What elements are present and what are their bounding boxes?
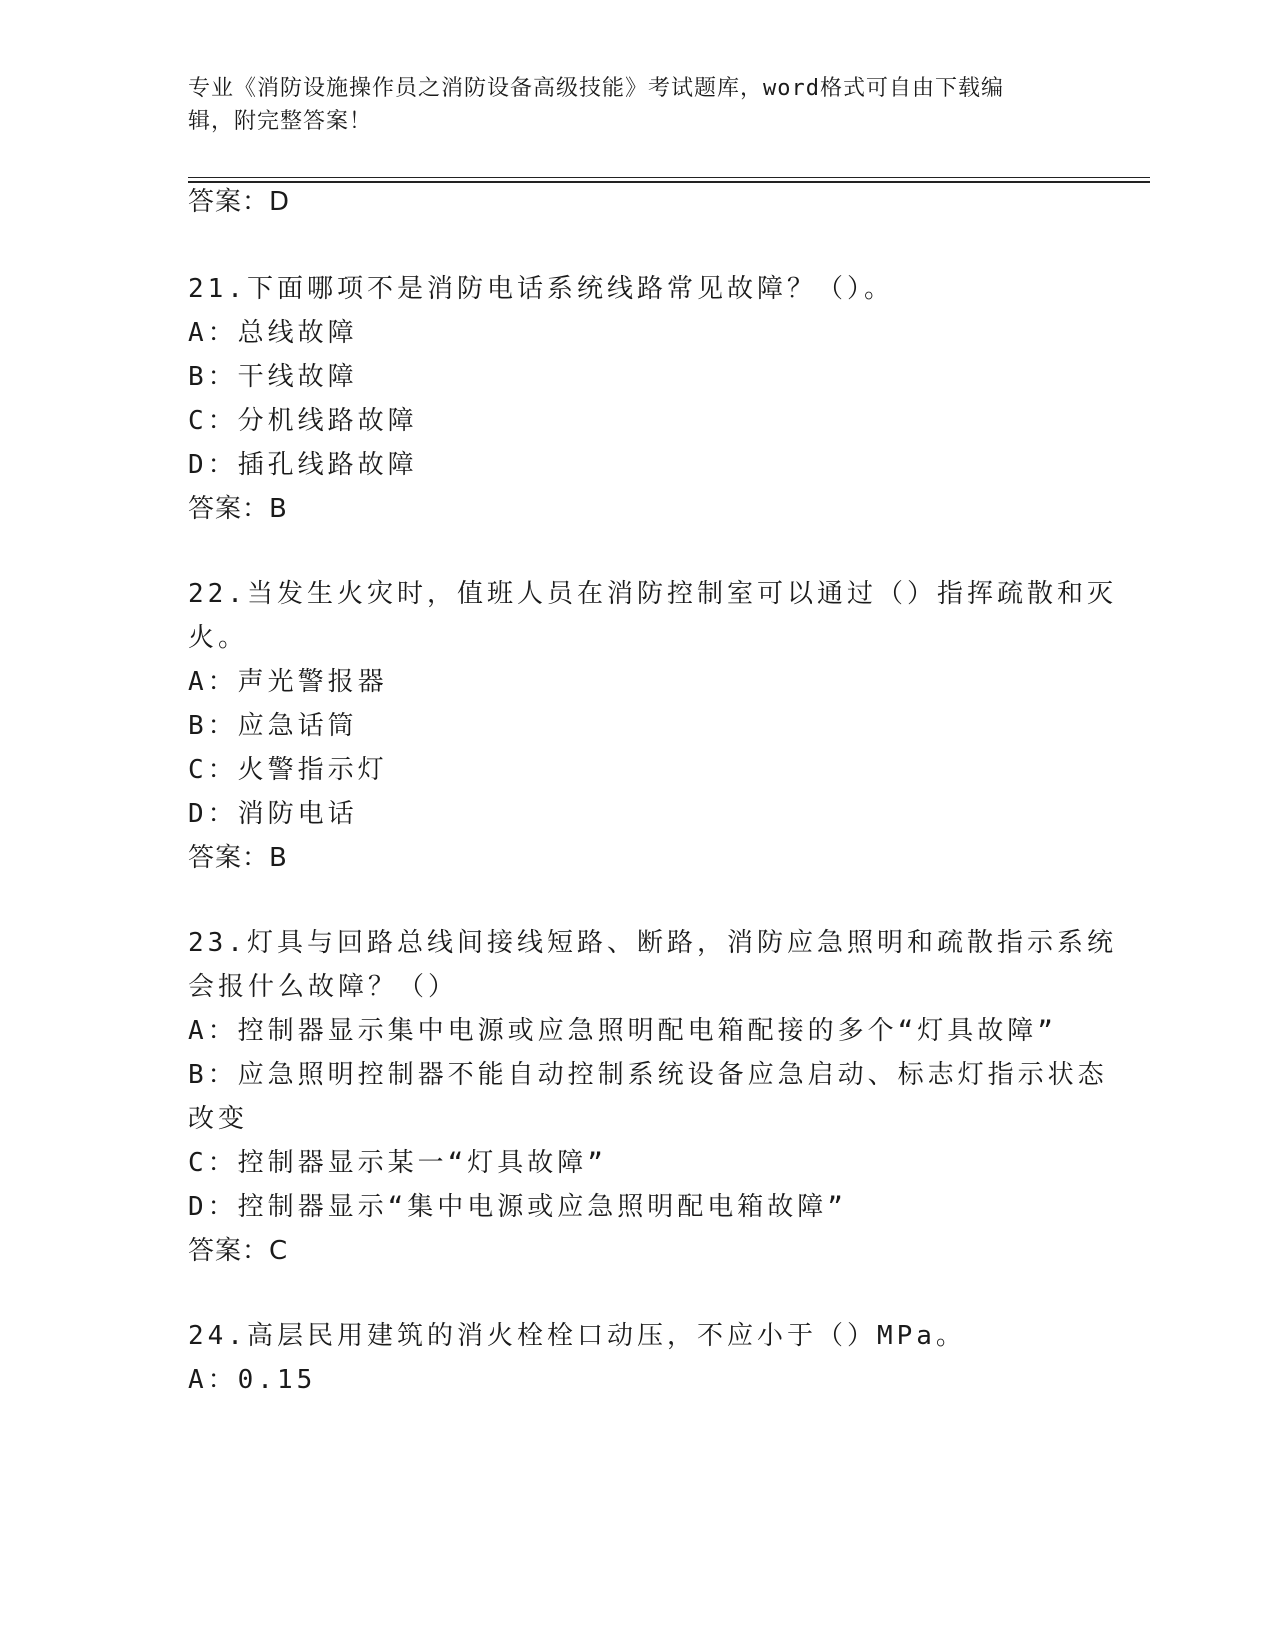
question-24-option-a: A：0.15	[188, 1365, 317, 1395]
question-22-stem-line-1: 22.当发生火灾时，值班人员在消防控制室可以通过（）指挥疏散和灭	[188, 579, 1117, 609]
question-22-option-b: B：应急话筒	[188, 711, 358, 741]
question-23-option-b-line-1: B：应急照明控制器不能自动控制系统设备应急启动、标志灯指示状态	[188, 1060, 1108, 1090]
question-21-option-c: C：分机线路故障	[188, 406, 418, 436]
question-23-option-c: C：控制器显示某一“灯具故障”	[188, 1148, 607, 1178]
question-23-stem-line-2: 会报什么故障？（）	[188, 972, 459, 1002]
question-23-stem-line-1: 23.灯具与回路总线间接线短路、断路，消防应急照明和疏散指示系统	[188, 928, 1117, 958]
question-24-stem: 24.高层民用建筑的消火栓栓口动压，不应小于（）MPa。	[188, 1321, 966, 1351]
document-header	[188, 72, 1068, 138]
question-23-answer: 答案：C	[188, 1236, 289, 1266]
question-21-option-a: A：总线故障	[188, 318, 358, 348]
question-22-option-d: D：消防电话	[188, 799, 358, 829]
question-22-answer: 答案：B	[188, 843, 288, 873]
question-22-stem-line-2: 火。	[188, 623, 249, 653]
question-21-option-b: B：干线故障	[188, 362, 358, 392]
question-23-option-a: A：控制器显示集中电源或应急照明配电箱配接的多个“灯具故障”	[188, 1016, 1057, 1046]
question-22-option-a: A：声光警报器	[188, 667, 388, 697]
previous-answer: 答案：D	[188, 187, 291, 217]
question-23-option-d: D：控制器显示“集中电源或应急照明配电箱故障”	[188, 1192, 847, 1222]
question-21-answer: 答案：B	[188, 494, 288, 524]
header-line-1: 专业《消防设施操作员之消防设备高级技能》考试题库，word格式可自由下载编	[188, 76, 1004, 101]
header-rule-thick	[188, 181, 1150, 183]
question-23-option-b-line-2: 改变	[188, 1104, 249, 1134]
header-line-2: 辑，附完整答案！	[188, 109, 373, 134]
header-rule-thin	[188, 177, 1150, 178]
question-21-option-d: D：插孔线路故障	[188, 450, 418, 480]
question-22-option-c: C：火警指示灯	[188, 755, 388, 785]
question-21-stem: 21.下面哪项不是消防电话系统线路常见故障？（）。	[188, 274, 894, 304]
